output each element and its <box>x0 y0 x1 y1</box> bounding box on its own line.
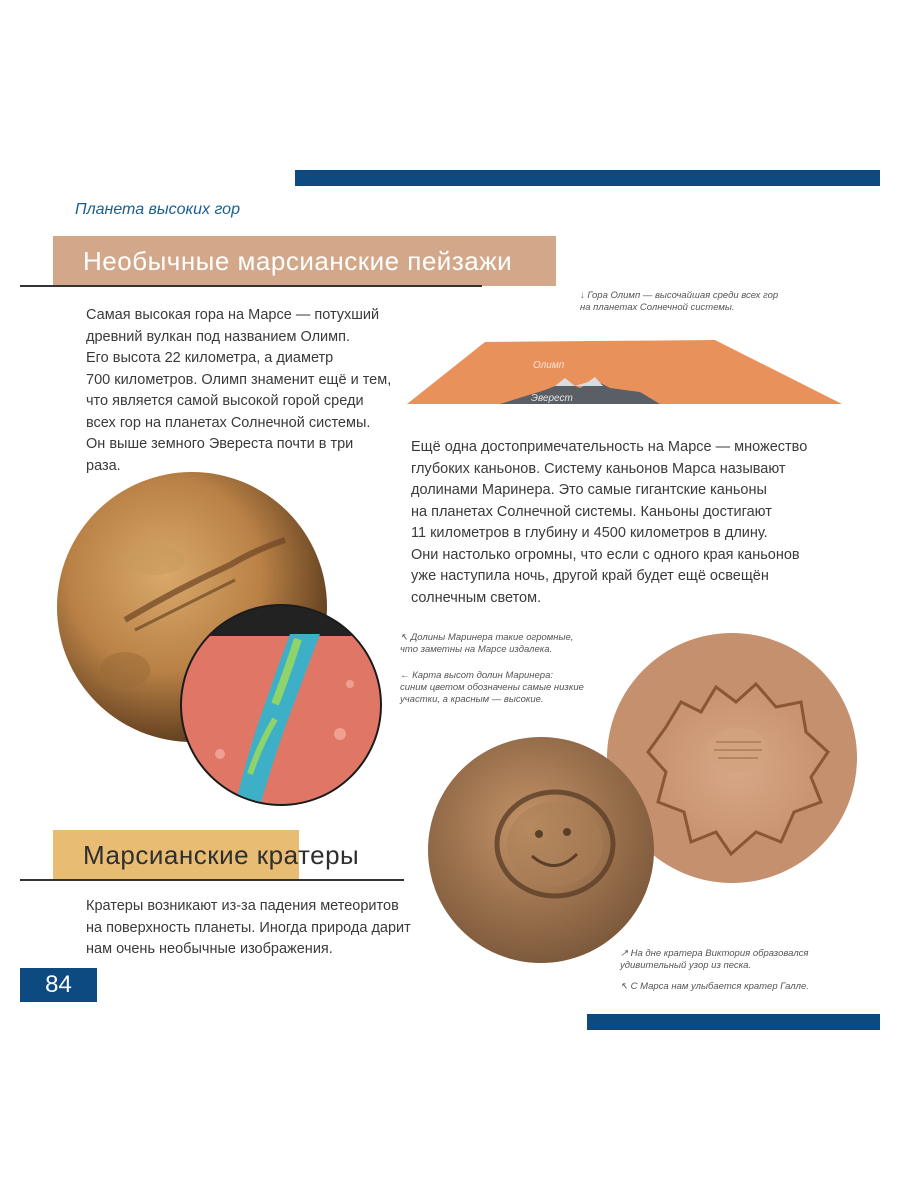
everest-label: Эверест <box>531 393 573 404</box>
galle-crater-image <box>427 736 655 964</box>
page-number: 84 <box>20 968 97 1002</box>
heading-martian-craters: Марсианские кратеры <box>53 830 299 880</box>
caption-galle: ↖ С Марса нам улыбается кратер Галле. <box>620 981 809 992</box>
section-title: Планета высоких гор <box>75 201 240 218</box>
mountain-diagram <box>405 330 845 410</box>
heading2-underline <box>20 879 404 881</box>
bottom-bar <box>587 1014 880 1030</box>
heading-unusual-landscapes: Необычные марсианские пейзажи <box>53 236 556 286</box>
olympus-label: Олимп <box>533 360 565 371</box>
paragraph-craters: Кратеры возникают из-за падения метеоритов на поверхность планеты. Иногда природа дарит нам очень необычные изображения. <box>86 898 411 957</box>
top-bar <box>295 170 880 186</box>
caption-olympus: ↓ Гора Олимп — высочайшая среди всех гор на планетах Солнечной системы. <box>580 290 779 313</box>
paragraph-olympus: Самая высокая гора на Марсе — потухший древний вулкан под названием Олимп. Его высота 22 километра, а диаметр 700 километров. Олимп знаменит ещё и тем, что является самой высокой горой среди всех гор на планетах Солнечной системы. Он выше земного Эвереста почти в три раза. <box>86 307 392 474</box>
heading1-underline <box>20 285 482 287</box>
caption-victoria: ↗ На дне кратера Виктория образовался удивительный узор из песка. <box>620 948 809 971</box>
caption-height-map: ← Карта высот долин Маринера: синим цветом обозначены самые низкие участки, а красным — высокие. <box>400 670 584 705</box>
paragraph-mariner: Ещё одна достопримечательность на Марсе — множество глубоких каньонов. Систему каньонов Марса называют долинами Маринера. Это самые гигантские каньоны на планетах Солнечной системы. Каньоны достигают 11 километров в глубину и 4500 километров в длину. Они настолько огромны, что если с одного края каньонов уже наступила ночь, другой край будет ещё освещён солнечным светом. <box>411 439 808 606</box>
caption-mariner: ↖ Долины Маринера такие огромные, что заметны на Марсе издалека. <box>400 632 574 655</box>
mariner-height-map-image <box>180 604 382 806</box>
